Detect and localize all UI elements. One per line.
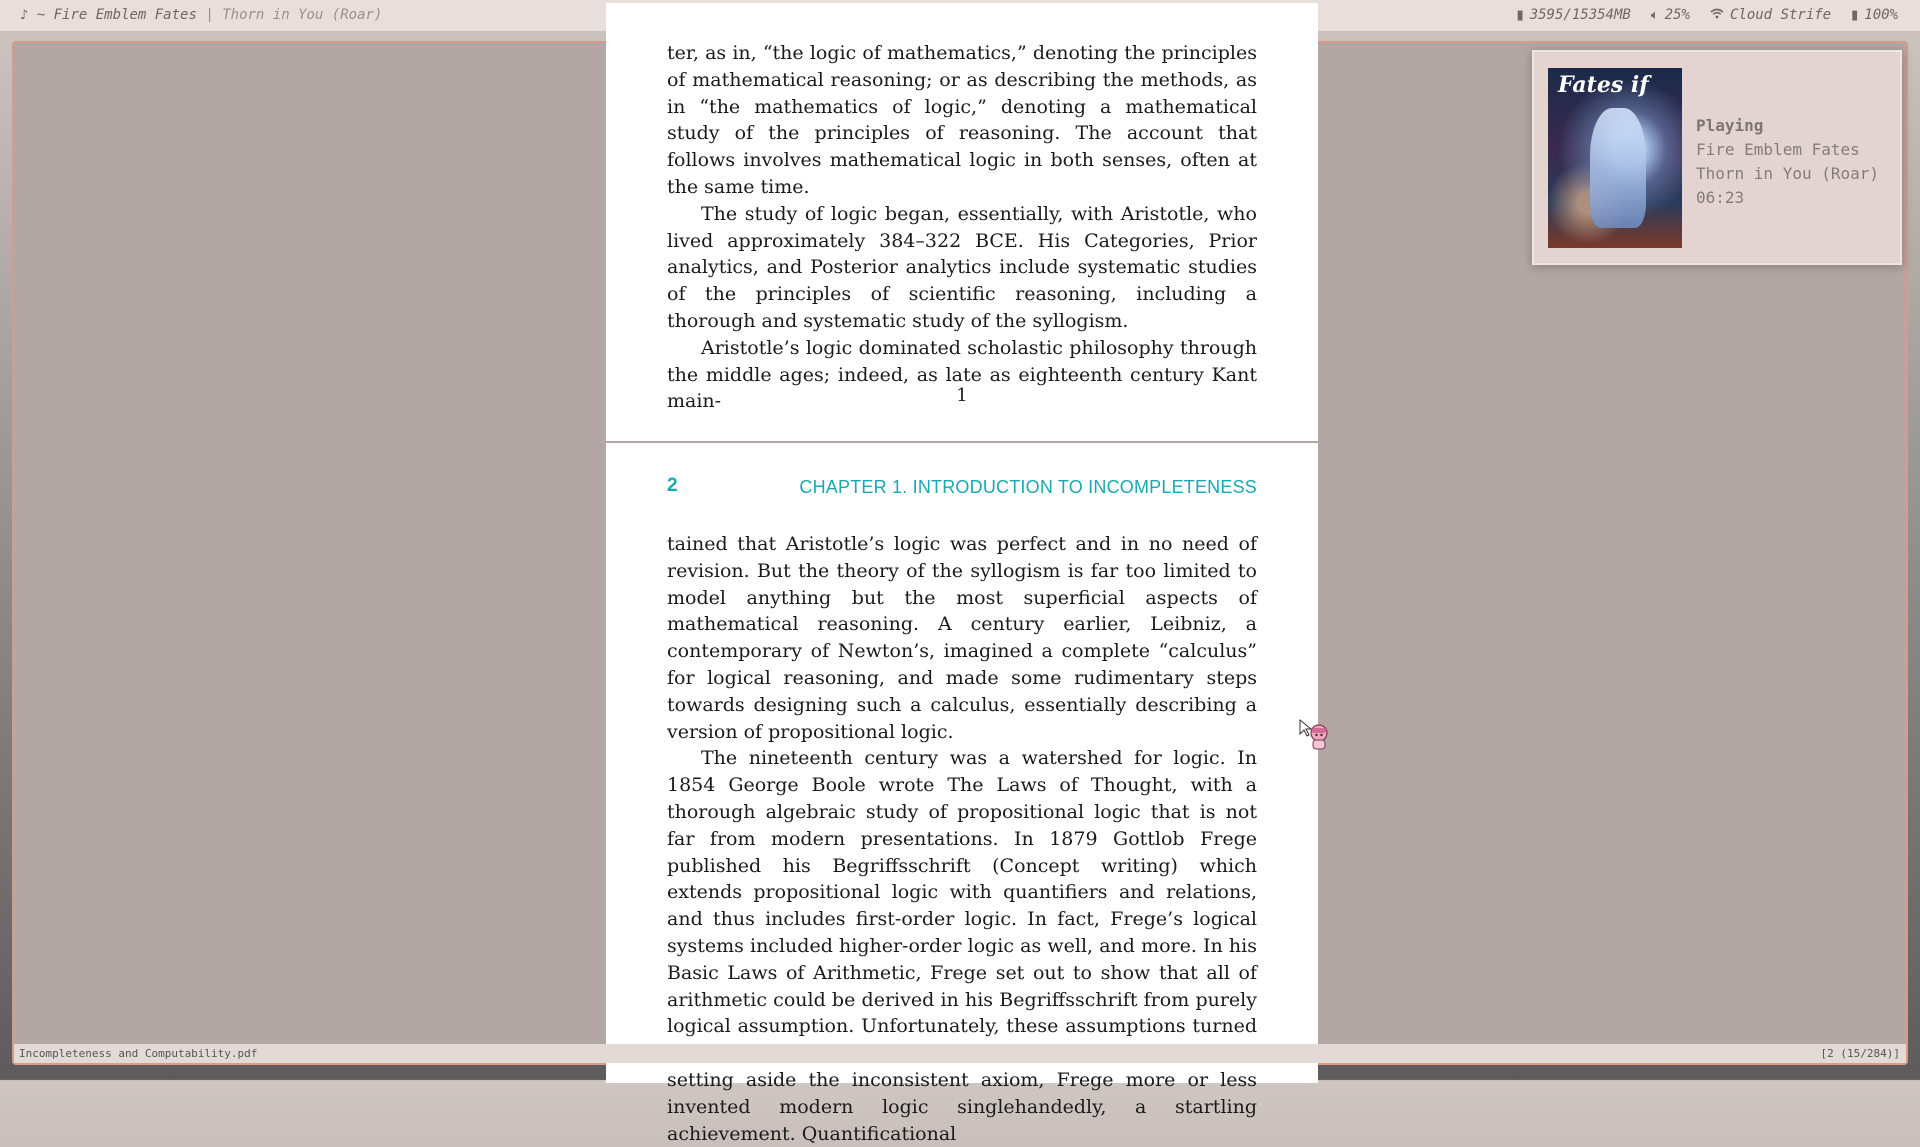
running-head [667, 473, 1257, 497]
notification-text [1696, 114, 1879, 210]
notification-artist: Fire Emblem Fates [1696, 140, 1860, 159]
memory-text: 3595/15354MB [1529, 7, 1631, 23]
notification-elapsed: 06:23 [1696, 188, 1745, 207]
battery-indicator[interactable] [1851, 7, 1898, 23]
mouse-cursor-icon [1298, 718, 1330, 752]
pdf-page-1[interactable] [606, 3, 1318, 441]
page-number: 1 [956, 385, 968, 406]
volume-indicator[interactable] [1651, 7, 1690, 23]
wifi-icon [1710, 8, 1724, 23]
bar-song: Thorn in You (Roar) [222, 7, 383, 23]
network-indicator[interactable] [1710, 7, 1831, 23]
memory-icon: ▮ [1516, 7, 1524, 23]
separator: | [205, 7, 214, 23]
music-note-icon: ♪ [20, 8, 29, 23]
bar-artist: Fire Emblem Fates [53, 7, 197, 23]
paragraph: tained that Aristotle’s logic was perfect and in no need of revision. But the theory of the syllogism is far too limited to model anything but the most superficial aspects of mathematical reasoning. A century earlier, Leibniz, a contemporary of Newton’s, imagined a complete “calculus” for logical reasoning, and made some rudimentary steps towards designing such a calculus, essentially describing a version of propositional logic. [667, 533, 1257, 743]
pdf-page-2[interactable] [606, 443, 1318, 1145]
paragraph: The study of logic began, essentially, with Aristotle, who lived approximately 384–322 BCE. His Categories, Prior analytics, and Posterior analytics include systematic studies of the principles of scientific reasoning, including a thorough and systematic study of the syllogism. [667, 202, 1257, 332]
battery-icon: ▮ [1851, 7, 1859, 23]
network-text: Cloud Strife [1729, 7, 1832, 23]
page1-body [667, 40, 1257, 415]
paragraph: Aristotle’s logic dominated scholastic philosophy through the middle ages; indeed, as late as eighteenth century Kant main- [667, 336, 1257, 413]
playback-status: Playing [1696, 116, 1764, 135]
paragraph: The nineteenth century was a watershed for logic. In 1854 George Boole wrote The Laws of Thought, with a thorough algebraic study of propositional logic that is not far from modern presentations. In 1879 Gottlob Frege published his Begriffsschrift (Concept writing) which extends propositional logic with quantifiers and relations, and thus includes first-order logic. In fact, Frege’s logical systems included higher-order logic as well, and more. In his Basic Laws of Arithmetic, Frege set out to show that all of arithmetic could be derived in his Begriffsschrift from purely logical assumption. Unfortunately, these assumptions turned setting aside the inconsistent axiom, Frege more or less invented modern logic singlehandedly, a startling achievement. Quantificational [667, 747, 1257, 1145]
file-name: Incompleteness and Computability.pdf [19, 1047, 258, 1060]
speaker-icon: 🔈︎ [1650, 7, 1659, 23]
memory-indicator[interactable] [1517, 7, 1631, 23]
running-head-chapter: CHAPTER 1. INTRODUCTION TO INCOMPLETENESS [799, 477, 1257, 497]
cover-logo: Fates if [1558, 72, 1649, 98]
viewer-statusbar [14, 1044, 1906, 1063]
now-playing-segment[interactable] [20, 7, 382, 23]
battery-text: 100% [1864, 7, 1898, 23]
path-prefix: ~ [36, 7, 46, 23]
notification-song: Thorn in You (Roar) [1696, 164, 1880, 183]
page-position: [2 (15/284)] [1820, 1047, 1900, 1060]
album-cover [1548, 68, 1682, 248]
volume-text: 25% [1664, 7, 1690, 23]
running-head-page-number: 2 [667, 475, 678, 496]
system-tray [1517, 7, 1898, 23]
paragraph: ter, as in, “the logic of mathematics,” denoting the principles of mathematical reasoning; or as describing the methods, as in “the mathematics of logic,” denoting a mathematical study of the principles of reasoning. The account that follows involves mathematical logic in both senses, often at the same time. [667, 42, 1257, 198]
now-playing-notification[interactable] [1532, 50, 1902, 265]
cover-artwork-figure [1590, 108, 1646, 228]
